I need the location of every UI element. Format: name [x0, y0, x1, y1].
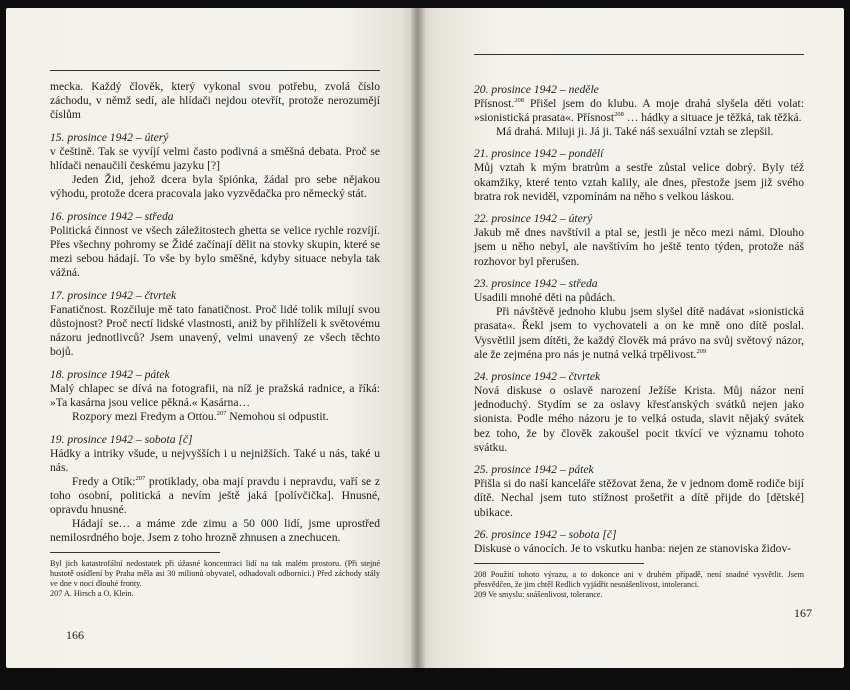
entry-paragraph: Přísnost.$^{208}$ Přišel jsem do klubu. A moje drahá slyšela děti volat: »sionistická prasata«. Přísnost$^{208}$ … hádky a situace je těžká, tak těžká. [474, 96, 804, 124]
footnote-ref: 207 [216, 410, 227, 418]
footnote: 207 A. Hirsch a O. Klein. [50, 589, 134, 599]
footnote: 209 Ve smyslu: snášenlivost, tolerance. [474, 590, 603, 600]
entry-date: 25. prosince 1942 – pátek [474, 463, 594, 477]
footnote-rule [50, 552, 220, 553]
entry-date: 24. prosince 1942 – čtvrtek [474, 370, 601, 384]
right-page [418, 8, 844, 668]
entry-paragraph: Při návštěvě jednoho klubu jsem slyšel dítě nadávat »sionistická prasata«. Řekl jsem to vychovateli a on ke mně ono dítě poslal. Vysvětlil jsem dítěti, že každý člověk má právo na svůj světový názor, ale že zejména pro nás je nutná velká trpělivost.$^{209}$ [474, 305, 804, 361]
entry-paragraph: v češtině. Tak se vyvíjí velmi často podivná a směšná debata. Proč se hlídači nenaučili českému jazyku [?] [50, 144, 380, 172]
entry-date: 17. prosince 1942 – čtvrtek [50, 288, 177, 302]
entry-paragraph: Rozpory mezi Fredym a Ottou.$^{207}$ Nemohou si odpustit. [72, 409, 329, 423]
entry-paragraph: Fanatičnost. Rozčiluje mě tato fanatičnost. Proč lidé tolik milují svou důstojnost? Proč nectí lidské vlastnosti, aniž by přihlíželi k světovému názoru jednotlivců? Jsem unavený, velmi unavený ze všech těchto bojů. [50, 302, 380, 359]
entry-date: 23. prosince 1942 – středa [474, 277, 598, 291]
diary-entry [474, 83, 804, 139]
right-text-column [474, 74, 804, 600]
book-gutter [411, 8, 425, 673]
entry-date: 16. prosince 1942 – středa [50, 209, 174, 223]
diary-entry [50, 131, 380, 201]
footnote-ref: 209 [696, 347, 707, 355]
left-text-column [50, 80, 380, 599]
right-entries [474, 83, 804, 557]
entry-paragraph: Jeden Žid, jehož dcera byla špiónka, žádal pro sebe nějakou výhodu, protože dcera pracovala jako vyzvědačka pro německý stát. [50, 173, 380, 201]
entry-paragraph: Přišla si do naší kanceláře stěžovat žena, že v jednom domě rodiče bijí dítě. Nechal jsem tuto stížnost prošetřit a dítě přijde do [dětské] ubikace. [474, 477, 804, 519]
entry-paragraph: Jakub mě dnes navštívil a ptal se, jestli je něco mezi námi. Dlouho jsem u něho nebyl, ale navštívím ho ještě tento týden, protože náš rozhovor byl přerušen. [474, 226, 804, 268]
left-page [6, 8, 418, 668]
diary-entry [474, 147, 804, 203]
diary-entry [50, 433, 380, 546]
left-entries [50, 131, 380, 546]
entry-paragraph: Můj vztah k mým bratrům a sestře zůstal velice dobrý. Byly též okamžiky, které tento vztah kalily, ale dnes, přestože jsem již svého bratra rok neviděl, vzpomínám na něho s velkou láskou. [474, 161, 804, 203]
diary-entry [474, 277, 804, 362]
footnote: Byl jich katastrofální nedostatek při úžasné koncentraci lidí na tak malém prostoru. (Při stejné hustotě osídlení by Praha měla asi 30 milionů obyvatel, odhadovali odborníci.) Před záchody stály ve dne v noci dlouhé fronty. [50, 559, 380, 589]
entry-paragraph: Malý chlapec se dívá na fotografii, na níž je pražská radnice, a říká: »Ta kasárna jsou velice pěkná.« Kasárna… [50, 381, 380, 409]
entry-paragraph: Diskuse o vánocích. Je to vskutku hanba: nejen ze stanoviska židov- [474, 542, 792, 556]
opening-text: mecka. Každý člověk, který vykonal svou potřebu, zvolá číslo záchodu, v němž sedí, ale hlídači nejdou otevřít, protože nerozumějí číslům [50, 80, 380, 122]
footnote-ref: 208 [514, 96, 525, 104]
page-number: 166 [66, 628, 84, 642]
footnote-ref: 207 [135, 474, 146, 482]
diary-entry [474, 463, 804, 519]
entry-paragraph: Hádají se… a máme zde zimu a 50 000 lidí, jsme uprostřed nemilosrdného boje. Jsem z toho hrozně zhnusen a znechucen. [50, 517, 380, 545]
header-rule [474, 54, 804, 55]
entry-paragraph: Politická činnost ve všech záležitostech ghetta se velice rychle rozvíjí. Přes všechny pohromy se Židé začínají dělit na stovky skupin, které se mezi sebou hádají. To vše by bylo směšné, kdyby situace nebyla tak vážná. [50, 223, 380, 280]
entry-date: 15. prosince 1942 – úterý [50, 130, 169, 144]
diary-entry [50, 289, 380, 359]
diary-entry [50, 368, 380, 424]
entry-paragraph: Hádky a intriky všude, u nejvyšších i u nejnižších. Také u nás, také u nás. [50, 446, 380, 474]
entry-date: 19. prosince 1942 – sobota [č] [50, 432, 193, 446]
diary-entry [474, 212, 804, 268]
entry-paragraph: Fredy a Otík:$^{207}$ protiklady, oba mají pravdu i nepravdu, vaří se z toho osobní, politická a nevím ještě jaká [polívčička]. Hnusné, opravdu hnusné. [50, 474, 381, 517]
book-spread [6, 8, 844, 680]
entry-paragraph: Má drahá. Miluji ji. Já ji. Také náš sexuální vztah se zlepšil. [496, 124, 774, 138]
entry-date: 18. prosince 1942 – pátek [50, 367, 170, 381]
entry-date: 20. prosince 1942 – neděle [474, 82, 599, 96]
footnote-ref: 208 [614, 110, 624, 118]
diary-entry [474, 528, 804, 556]
page-number: 167 [794, 606, 812, 620]
diary-entry [50, 210, 380, 280]
header-rule [50, 70, 380, 71]
entry-date: 21. prosince 1942 – pondělí [474, 147, 604, 161]
entry-date: 22. prosince 1942 – úterý [474, 212, 593, 226]
footnote-rule [474, 563, 644, 564]
entry-paragraph: Nová diskuse o oslavě narození Ježíše Krista. Můj názor není jednoduchý. Stydím se za oslavy křesťanských svátků nejen jako sionista. Podle mého názoru je to velká ostuda, slavit nějaký svátek bez toho, že by člověk zakoušel pocit tkvící ve významu tohoto svátku. [474, 384, 804, 454]
footnote: 208 Použití tohoto výrazu, a to dokonce ani v druhém případě, není snadné vysvětlit. Jsem přesvědčen, že jim chtěl Redlich vyjádřit nesnášenlivost, intoleranci. [474, 570, 804, 590]
entry-paragraph: Usadili mnohé děti na půdách. [474, 291, 616, 305]
diary-entry [474, 370, 804, 455]
entry-date: 26. prosince 1942 – sobota [č] [474, 528, 617, 542]
